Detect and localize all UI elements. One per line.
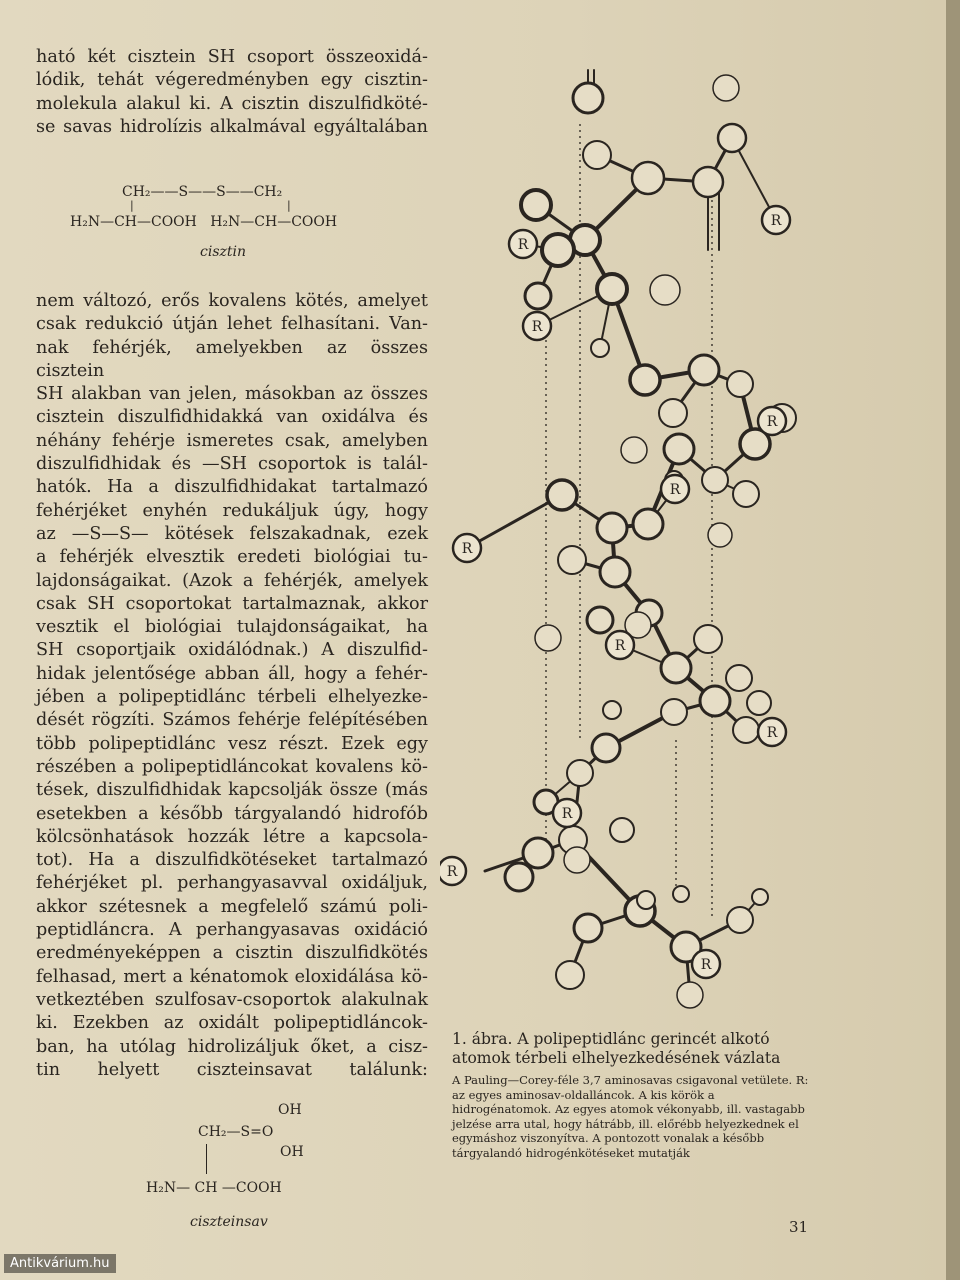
side-chain-r-label xyxy=(758,407,786,435)
atom-circle xyxy=(592,734,620,762)
atom-circle xyxy=(597,274,627,304)
text-line: fehérjéket pl. perhangyasavval oxidáljuk, xyxy=(36,873,428,894)
r-text: R xyxy=(700,957,712,973)
atom-circle xyxy=(630,365,660,395)
r-text: R xyxy=(446,864,458,880)
atom-circle xyxy=(558,546,586,574)
atom-circle xyxy=(567,760,593,786)
atom-circle xyxy=(713,75,739,101)
atom-circle xyxy=(747,691,771,715)
cysteic-oh-bottom: OH xyxy=(280,1144,304,1160)
text-line: tin helyett ciszteinsavat találunk: xyxy=(36,1059,428,1080)
polypeptide-helix-figure xyxy=(440,40,820,1020)
atom-circle xyxy=(556,961,584,989)
atom-circle xyxy=(621,437,647,463)
atom-circle xyxy=(661,653,691,683)
page-edge xyxy=(946,0,960,1280)
atom-circle xyxy=(733,717,759,743)
text-line: részében a polipeptidláncokat kovalens kö- xyxy=(36,756,428,777)
atom-circle xyxy=(718,124,746,152)
atom-circle xyxy=(659,399,687,427)
atom-circle xyxy=(752,889,768,905)
atom-circle xyxy=(603,701,621,719)
side-chain-r-label xyxy=(523,312,551,340)
atom-circle xyxy=(521,190,551,220)
atom-circle xyxy=(694,625,722,653)
text-line: diszulfidhidak és —SH csoportok is talál- xyxy=(36,454,428,475)
r-text: R xyxy=(766,414,778,430)
text-line: csak redukció útján lehet felhasítani. Van- xyxy=(36,314,428,335)
atom-circle xyxy=(583,141,611,169)
cystine-formula xyxy=(70,184,390,264)
cysteic-line-bottom: H₂N— CH —COOH xyxy=(146,1180,282,1196)
text-line: eredményeképpen a cisztin diszulfidkötés xyxy=(36,943,428,964)
text-line: nak fehérjék, amelyekben az összes cisztein xyxy=(36,337,428,381)
side-chain-r-label xyxy=(762,206,790,234)
cystine-formula-line2: H₂N—CH—COOH H₂N—CH—COOH xyxy=(70,214,338,230)
atom-circle xyxy=(564,847,590,873)
r-text: R xyxy=(766,725,778,741)
atom-circle xyxy=(547,480,577,510)
text-line: dését rögzíti. Számos fehérje felépítésében xyxy=(36,710,428,731)
r-text: R xyxy=(561,806,573,822)
cysteic-vertical-bond xyxy=(206,1144,207,1174)
atom-circle xyxy=(661,699,687,725)
paragraph-main xyxy=(36,290,428,1082)
atom-circle xyxy=(523,838,553,868)
atom-circle xyxy=(727,371,753,397)
cysteic-oh-top: OH xyxy=(278,1102,302,1118)
atom-circle xyxy=(632,162,664,194)
text-line: peptidláncra. A perhangyasavas oxidáció xyxy=(36,920,428,941)
text-line: SH csoportjaik oxidálódnak.) A diszulfid- xyxy=(36,640,428,661)
atom-circle xyxy=(700,686,730,716)
cystine-name: cisztin xyxy=(200,244,246,260)
cysteic-acid-formula xyxy=(146,1100,346,1230)
paragraph-top xyxy=(36,46,428,139)
r-text: R xyxy=(517,237,529,253)
atom-circle xyxy=(702,467,728,493)
atom-circle xyxy=(637,891,655,909)
text-line: cisztein diszulfidhidakká van oxidálva és xyxy=(36,407,428,428)
atom-circle xyxy=(587,607,613,633)
r-text: R xyxy=(770,213,782,229)
watermark: Antikvárium.hu xyxy=(4,1254,116,1273)
atom-circle xyxy=(733,481,759,507)
atom-circle xyxy=(727,907,753,933)
atom-circle xyxy=(677,982,703,1008)
text-line: tések, diszulfidhidak kapcsolják össze (más xyxy=(36,780,428,801)
side-chain-r-label xyxy=(758,718,786,746)
text-line: néhány fehérje ismeretes csak, amelyben xyxy=(36,430,428,451)
r-text: R xyxy=(461,541,473,557)
side-chain-r-label xyxy=(453,534,481,562)
cystine-formula-line1: CH₂——S——S——CH₂ xyxy=(122,184,283,200)
text-line: tot). Ha a diszulfidkötéseket tartalmazó xyxy=(36,850,428,871)
atom-circle xyxy=(573,83,603,113)
cysteic-line-mid: CH₂—S=O xyxy=(198,1124,274,1140)
atom-circle xyxy=(708,523,732,547)
text-line: az —S—S— kötések felszakadnak, ezek xyxy=(36,523,428,544)
text-line: lajdonságaikat. (Azok a fehérjék, amelyek xyxy=(36,570,428,591)
side-chain-r-label xyxy=(509,230,537,258)
text-line: felhasad, mert a kénatomok eloxidálása kö- xyxy=(36,966,428,987)
text-line: hatók. Ha a diszulfidhidakat tartalmazó xyxy=(36,477,428,498)
side-chain-r-label xyxy=(440,857,466,885)
text-line: lódik, tehát végeredményben egy cisztin- xyxy=(36,70,428,91)
text-line: vesztik el biológiai tulajdonságaikat, ha xyxy=(36,617,428,638)
side-chain-r-label xyxy=(661,475,689,503)
atom-circle xyxy=(610,818,634,842)
page-number: 31 xyxy=(789,1218,809,1236)
atom-circle xyxy=(673,886,689,902)
text-line: se savas hidrolízis alkalmával egyáltalában xyxy=(36,116,428,137)
cystine-bond-right: | xyxy=(287,199,291,212)
atom-circle xyxy=(633,509,663,539)
caption-body: A Pauling—Corey-féle 3,7 aminosavas csigavonal vetülete. R: az egyes aminosav-oldalláncok. A kis körök a hidrogénatomok. Az egyes atomok vékonyabb, ill. vastagabb jelzése arra utal, hogy hátrább, ill. előrébb helyezkednek el egymáshoz viszonyítva. A pontozott vonalak a később tárgyalandó hidrogénkötéseket mutatják xyxy=(452,1073,809,1160)
side-chain-r-label xyxy=(553,799,581,827)
text-line: vetkeztében szulfosav-csoportok alakulnak xyxy=(36,989,428,1010)
atom-circle xyxy=(664,434,694,464)
caption-title: 1. ábra. A polipeptidlánc gerincét alkotó atomok térbeli elhelyezkedésének vázlata xyxy=(452,1030,781,1067)
atom-circle xyxy=(591,339,609,357)
text-line: fehérjéket enyhén redukáljuk úgy, hogy xyxy=(36,500,428,521)
atom-circle xyxy=(689,355,719,385)
text-line: SH alakban van jelen, másokban az összes xyxy=(36,384,428,405)
text-line: több polipeptidlánc vesz részt. Ezek egy xyxy=(36,733,428,754)
text-line: nem változó, erős kovalens kötés, amelyet xyxy=(36,291,428,311)
text-line: molekula alakul ki. A cisztin diszulfidköté- xyxy=(36,93,428,114)
text-line: a fehérjék elvesztik eredeti biológiai tu- xyxy=(36,547,428,568)
r-text: R xyxy=(531,319,543,335)
cysteic-name: ciszteinsav xyxy=(190,1214,268,1230)
atom-circle xyxy=(542,234,574,266)
side-chain-r-label xyxy=(692,950,720,978)
atom-circle xyxy=(535,625,561,651)
atom-circle xyxy=(600,557,630,587)
atom-circle xyxy=(650,275,680,305)
atom-circle xyxy=(525,283,551,309)
text-line: esetekben a később tárgyalandó hidrofób xyxy=(36,803,428,824)
side-chain-r-label xyxy=(606,631,634,659)
atom-circle xyxy=(597,513,627,543)
text-line: ki. Ezekben az oxidált polipeptidláncok- xyxy=(36,1013,428,1034)
cystine-bond-left: | xyxy=(130,199,134,212)
text-line: jében a polipeptidlánc térbeli elhelyezke- xyxy=(36,687,428,708)
text-line: hidak jelentősége abban áll, hogy a fehér- xyxy=(36,663,428,684)
atom-circle xyxy=(693,167,723,197)
atom-circle xyxy=(505,863,533,891)
atom-circle xyxy=(726,665,752,691)
text-line: csak SH csoportokat tartalmaznak, akkor xyxy=(36,593,428,614)
r-text: R xyxy=(669,482,681,498)
text-line: ható két cisztein SH csoport összeoxidá- xyxy=(36,47,428,67)
text-line: ban, ha utólag hidrolizáljuk őket, a cisz- xyxy=(36,1036,428,1057)
text-line: akkor szétesnek a megfelelő számú poli- xyxy=(36,896,428,917)
atom-circle xyxy=(574,914,602,942)
figure-caption xyxy=(452,1030,812,1160)
text-line: kölcsönhatások hozzák létre a kapcsola- xyxy=(36,826,428,847)
r-text: R xyxy=(614,638,626,654)
